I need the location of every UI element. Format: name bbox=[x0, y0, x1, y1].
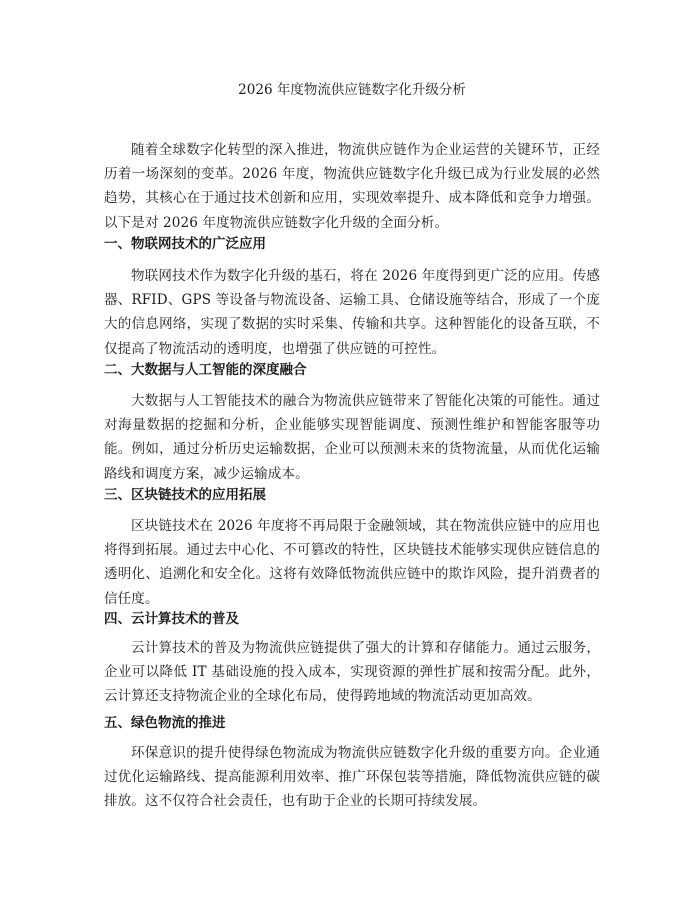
section-body-blockchain: 区块链技术在 2026 年度将不再局限于金融领域，其在物流供应链中的应用也将得到拓展。通过去中心化、不可篡改的特性，区块链技术能够实现供应链信息的透明化、追溯化和安全化。这将有效降低物流供应链中的欺诈风险，提升消费者的信任度。 bbox=[104, 518, 600, 607]
section-heading-green-logistics: 五、绿色物流的推进 bbox=[104, 715, 226, 731]
section-heading-bigdata-ai: 二、大数据与人工智能的深度融合 bbox=[104, 362, 307, 378]
section-body-iot: 物联网技术作为数字化升级的基石，将在 2026 年度得到更广泛的应用。传感器、RFID、GPS 等设备与物流设备、运输工具、仓储设施等结合，形成了一个庞大的信息网络，实现了数据的实时采集、传输和共享。这种智能化的设备互联，不仅提高了物流活动的透明度，也增强了供应链的可控性。 bbox=[104, 268, 600, 357]
section-body-bigdata-ai: 大数据与人工智能技术的融合为物流供应链带来了智能化决策的可能性。通过对海量数据的挖掘和分析，企业能够实现智能调度、预测性维护和智能客服等功能。例如，通过分析历史运输数据，企业可以预测未来的货物流量，从而优化运输路线和调度方案，减少运输成本。 bbox=[104, 393, 600, 482]
document-title: 2026 年度物流供应链数字化升级分析 bbox=[238, 82, 466, 98]
section-heading-iot: 一、物联网技术的广泛应用 bbox=[104, 236, 266, 252]
section-body-green-logistics: 环保意识的提升使得绿色物流成为物流供应链数字化升级的重要方向。企业通过优化运输路线、提高能源利用效率、推广环保包装等措施，降低物流供应链的碳排放。这不仅符合社会责任，也有助于企业的长期可持续发展。 bbox=[104, 745, 600, 810]
section-heading-blockchain: 三、区块链技术的应用拓展 bbox=[104, 487, 266, 503]
intro-paragraph: 随着全球数字化转型的深入推进，物流供应链作为企业运营的关键环节，正经历着一场深刻的变革。2026 年度，物流供应链数字化升级已成为行业发展的必然趋势，其核心在于通过技术创新和应用，实现效率提升、成本降低和竞争力增强。以下是对 2026 年度物流供应链数字化升级的全面分析。 bbox=[104, 142, 600, 231]
section-body-cloud: 云计算技术的普及为物流供应链提供了强大的计算和存储能力。通过云服务，企业可以降低 IT 基础设施的投入成本，实现资源的弹性扩展和按需分配。此外，云计算还支持物流企业的全球化布局，使得跨地域的物流活动更加高效。 bbox=[104, 640, 600, 705]
section-heading-cloud: 四、云计算技术的普及 bbox=[104, 611, 239, 627]
